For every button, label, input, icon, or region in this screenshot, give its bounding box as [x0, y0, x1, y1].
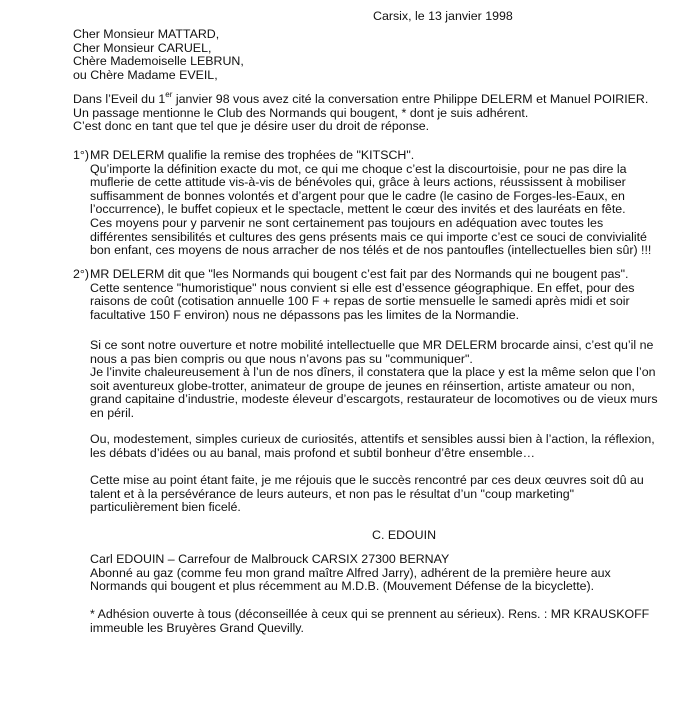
sender-address — [90, 553, 611, 594]
salutation-line: ou Chère Madame EVEIL, — [73, 67, 218, 82]
point-number: 1°) — [73, 148, 89, 162]
intro-line: Un passage mentionne le Club des Normands qui bougent, * dont je suis adhérent. — [73, 105, 529, 120]
address-line: Abonné au gaz (comme feu mon grand maître Alfred Jarry), adhérent de la première heure aux — [90, 565, 611, 580]
salutation-block — [73, 28, 244, 82]
body-line: Ces moyens pour y parvenir ne sont certainement pas toujours en adéquation avec toutes les — [90, 215, 604, 230]
body-line: différentes sensibilités et cultures des gens présents mais ce qui importe c’est ce souci de convivialité — [90, 229, 647, 244]
body-line: nous a pas bien compris ou que nous n’avons pas su "communiquer". — [90, 351, 473, 366]
point-number: 2°) — [73, 267, 89, 281]
body-line: talent et à la persévérance de leurs auteurs, et non pas le résultat d’un "coup marketing" — [90, 486, 575, 501]
body-line: particulièrement bien ficelé. — [90, 500, 241, 515]
body-line: raisons de coût (cotisation annuelle 100 F + repas de sortie mensuelle le samedi après midi et soir — [90, 294, 630, 309]
address-line: Normands qui bougent et plus récemment au M.D.B. (Mouvement Défense de la bicyclette). — [90, 579, 595, 594]
body-line: Qu’importe la définition exacte du mot, ce qui me choque c’est la discourtoisie, pour ne pas dire la — [90, 161, 627, 176]
point-body — [90, 282, 673, 323]
paragraph-conclusion — [90, 474, 644, 515]
point-heading: MR DELERM qualifie la remise des trophées de "KITSCH". — [90, 148, 415, 162]
body-line: suffisamment de bonnes volontés et d’argent pour que le cadre (le casino de Forges-les-Eaux, en — [90, 188, 625, 203]
signature: C. EDOUIN — [372, 528, 437, 542]
address-line: Carl EDOUIN – Carrefour de Malbrouck CARSIX 27300 BERNAY — [90, 552, 450, 566]
footnote-line: immeuble les Bruyères Grand Quevilly. — [90, 620, 304, 635]
point-two — [73, 268, 673, 322]
paragraph-curiosity — [90, 433, 655, 460]
point-one — [73, 149, 673, 258]
point-body — [90, 163, 673, 258]
salutation-line: Cher Monsieur MATTARD, — [73, 27, 220, 41]
body-line: bon enfant, ces moyens de nous arracher de nos télés et de nos pantoufles (intellectuelles bien sûr) !!! — [90, 243, 652, 258]
intro-line — [73, 89, 649, 107]
body-line: soit aventureux globe-trotter, animateur de groupe de jeunes en réinsertion, artiste amateur ou non, — [90, 378, 635, 393]
point-heading: MR DELERM dit que "les Normands qui bougent c’est fait par des Normands qui ne bougent pas". — [90, 267, 629, 281]
salutation-line: Cher Monsieur CARUEL, — [73, 40, 212, 55]
intro-text: janvier 98 vous avez cité la conversation entre Philippe DELERM et Manuel POIRIER. — [172, 92, 649, 106]
footnote — [90, 608, 649, 635]
body-line: l’occurrence), le buffet copieux et le spectacle, mettent le cœur des invités et des lauréats en fête. — [90, 202, 626, 217]
footnote-line: * Adhésion ouverte à tous (déconseillée à ceux qui se prennent au sérieux). Rens. : MR KRAUSKOFF — [90, 607, 650, 621]
body-line: en péril. — [90, 405, 135, 420]
intro-line: C’est donc en tant que tel que je désire user du droit de réponse. — [73, 119, 430, 134]
date-line: Carsix, le 13 janvier 1998 — [373, 9, 513, 23]
body-line: les débats d’idées ou au banal, mais profond et subtil bonheur d’être ensemble… — [90, 445, 535, 460]
body-line: Cette sentence "humoristique" nous convient si elle est d’essence géographique. En effet, pour des — [90, 280, 635, 295]
salutation-line: Chère Mademoiselle LEBRUN, — [73, 54, 244, 69]
body-line: muflerie de cette attitude vis-à-vis de bénévoles qui, grâce à leurs actions, réussissent à mobiliser — [90, 175, 626, 190]
superscript: er — [165, 89, 173, 99]
body-line: Cette mise au point étant faite, je me réjouis que le succès rencontré par ces deux œuvres soit dû au — [90, 473, 644, 487]
body-line: Si ce sont notre ouverture et notre mobilité intellectuelle que MR DELERM brocarde ainsi, c’est qu’il ne — [90, 338, 654, 352]
intro-paragraph — [73, 89, 649, 134]
body-line: Je l’invite chaleureusement à l’un de nos dîners, il constatera que la place y est la même selon que l’on — [90, 365, 656, 380]
paragraph-openness — [90, 339, 658, 421]
body-line: grand capitaine d’industrie, modeste éleveur d’escargots, restaurateur de locomotives ou de vieux murs — [90, 392, 658, 407]
body-line: Ou, modestement, simples curieux de curiosités, attentifs et sensibles aussi bien à l’action, la réflexion, — [90, 432, 655, 446]
intro-text: Dans l’Eveil du 1 — [73, 92, 166, 106]
body-line: facultative 150 F environ) nous ne dépassons pas les limites de la Normandie. — [90, 307, 520, 322]
